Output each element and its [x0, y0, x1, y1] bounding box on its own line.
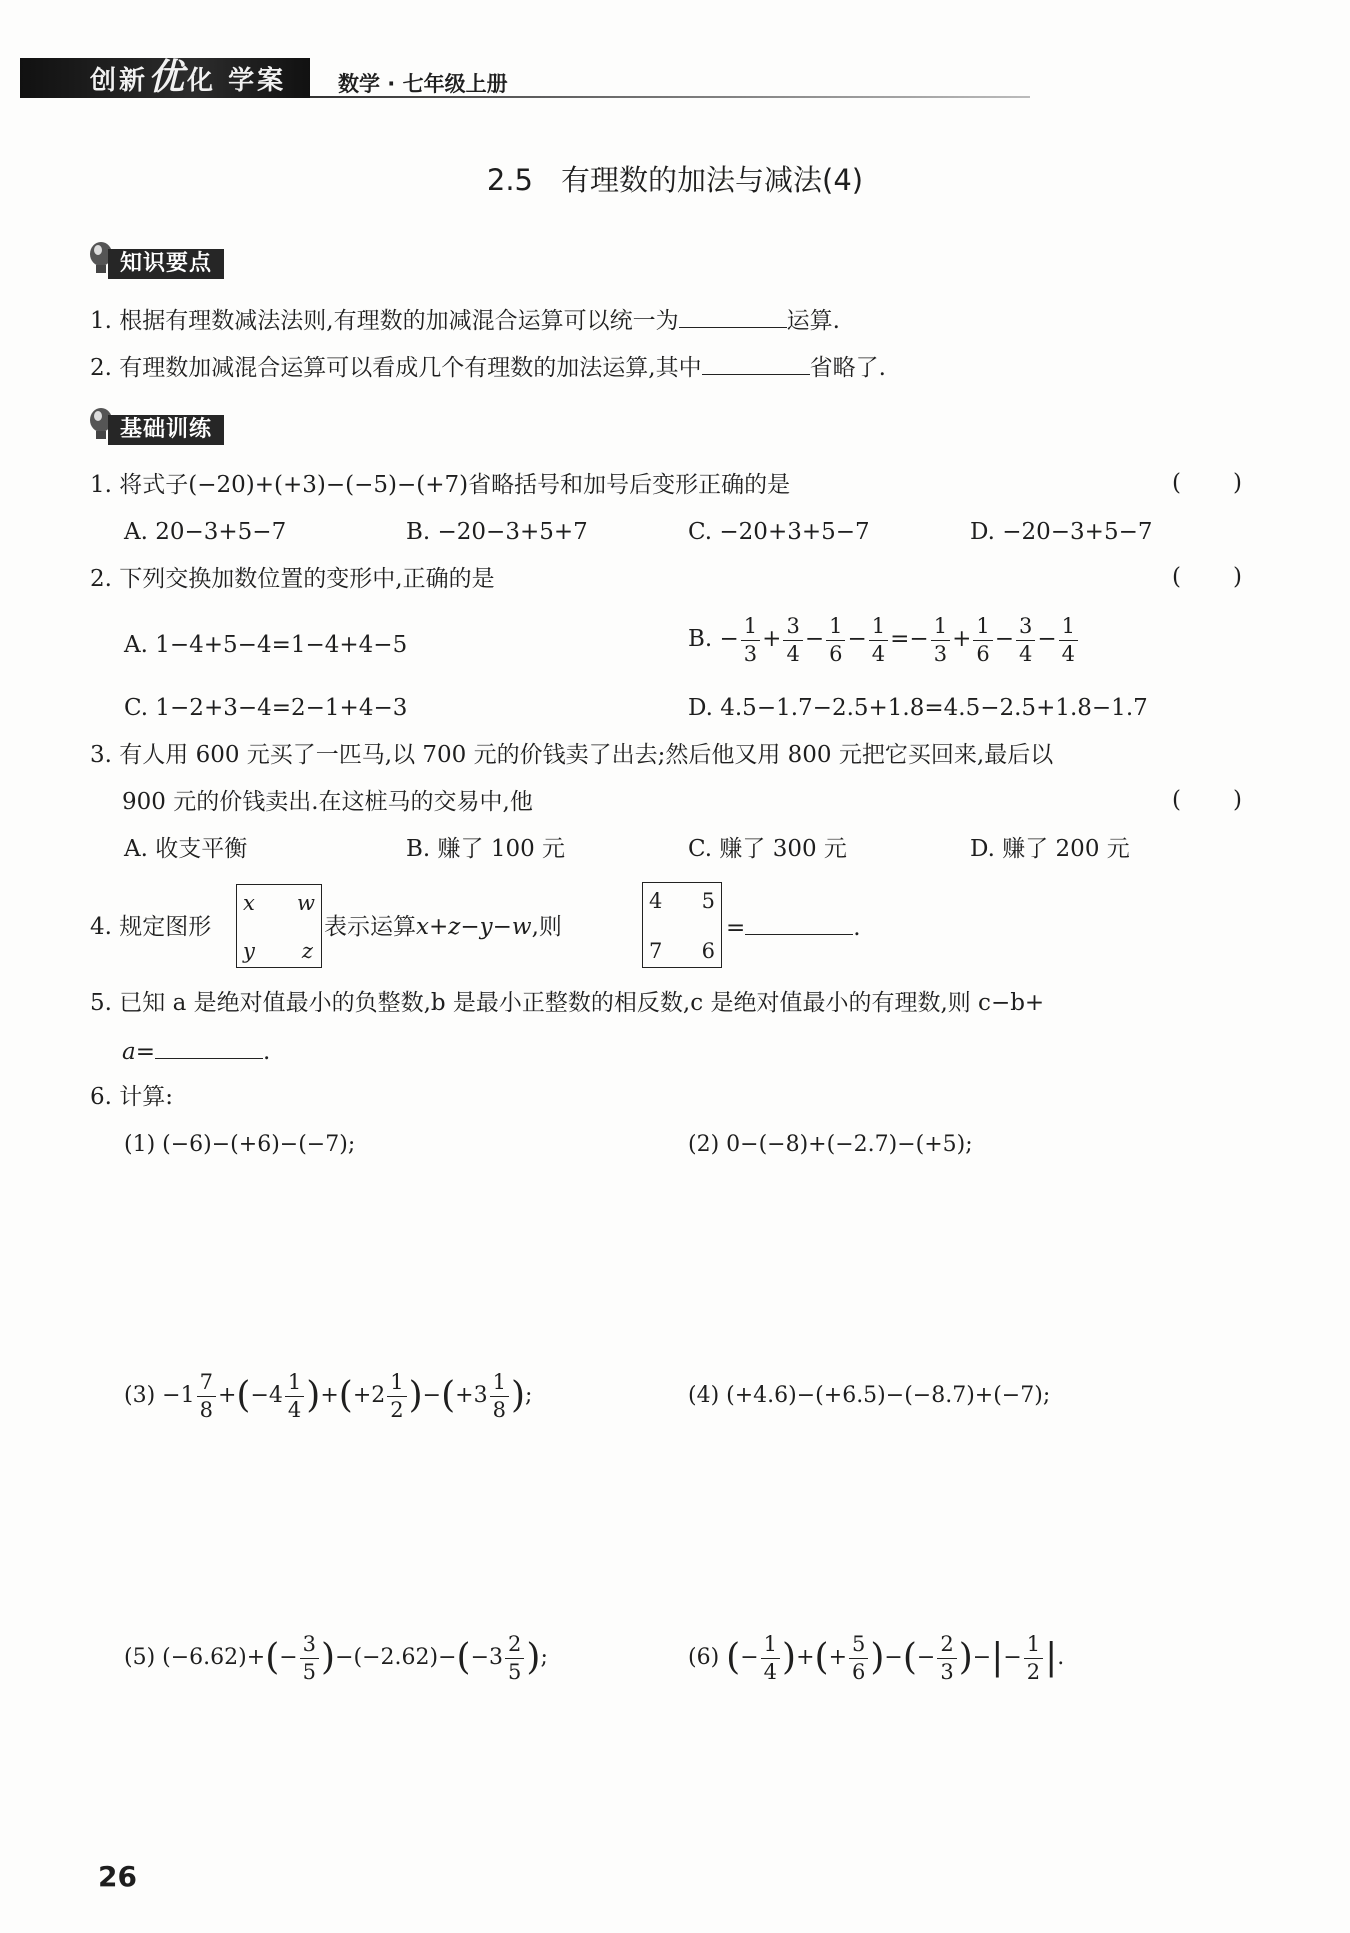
- q2-option-b[interactable]: B. − $\frac{1}{3}$ + $\frac{3}{4}$ − $\frac{1}{6}$ − $\frac{1}{4}$ =− $\frac{1}{3}$ + $\frac{1}{6}$ − $\frac{3}{4}$ − $\frac{1}{4}$: [688, 612, 1080, 666]
- q6-part-6: (6) (− $\frac{1}{4}$ )+(+ $\frac{5}{6}$ )−(− $\frac{2}{3}$ )−|− $\frac{1}{2}$ |.: [688, 1631, 1065, 1684]
- answer-blank[interactable]: [155, 1036, 263, 1059]
- q2-option-d[interactable]: D. 4.5−1.7−2.5+1.8=4.5−2.5+1.8−1.7: [688, 695, 1148, 721]
- question-5-line-1: 5. 已知 a 是绝对值最小的负整数,b 是最小正整数的相反数,c 是绝对值最小的有理数,则 c−b+: [90, 990, 1045, 1016]
- answer-parens[interactable]: ( ): [1172, 787, 1242, 813]
- worksheet-page: 创新优化 学案 数学 · 七年级上册 2.5 有理数的加法与减法(4) 知识要点 1. 根据有理数减法法则,有理数的加减混合运算可以统一为 运算. 2. 有理数加减混合运算可以看成几个有理数的加法运算,其中 省略了. 基础训练 1. 将式子(−20)+(+3)−(−5)−(+7)省略括号和加号后变形正确的是 ( ) A. 20−3+5−7 B. −20−3+5+7 C. −20+3+5−7 D. −20−3+5−7 2. 下列交换加数位置的变形中,正确的是 ( ) A. 1−4+5−4=1−4+4−5 B. − $\frac{1}{3}$ + $\frac{3}{4}$ − $\frac{1}{6}$ − $\frac{1}{4}$ =− $\frac{1}{3}$ + $\frac{1}{6}$ − $\frac{3}{4}$ − $\frac{1}{4}$ C. 1−2+3−4=2−1+4−3 D. 4.5−1.7−2.5+1.8=4.5−2.5+1.8−1.7 3. 有人用 600 元买了一匹马,以 700 元的价钱卖了出去;然后他又用 800 元把它买回来,最后以 900 元的价钱卖出.在这桩马的交易中,他 ( ) A. 收支平衡 B. 赚了 100 元 C. 赚了 300 元 D. 赚了 200 元 4. 规定图形 x w y z 表示运算x+z−y−w,则 4 5 7 6 = . 5. 已知 a 是绝对值最小的负整数,b 是最小正整数的相反数,c 是绝对值最小的有理数,则 c−b+ a= . 6. 计算: (1) (−6)−(+6)−(−7); (2) 0−(−8)+(−2.7)−(+5); (3) −1 $\frac{7}{8}$ +(−4 $\frac{1}{4}$ )+(+2 $\frac{1}{2}$ )−(+3 $\frac{1}{8}$ ); (4) (+4.6)−(+6.5)−(−8.7)+(−7); (5) (−6.62)+(− $\frac{3}{5}$ )−(−2.62)−(−3 $\frac{2}{5}$ ); (6) (− $\frac{1}{4}$ )+(+ $\frac{5}{6}$ )−(− $\frac{2}{3}$ )−|− $\frac{1}{2}$ |. 26: [0, 0, 1350, 1933]
- q3-option-d[interactable]: D. 赚了 200 元: [970, 836, 1130, 862]
- question-1-stem: 1. 将式子(−20)+(+3)−(−5)−(+7)省略括号和加号后变形正确的是: [90, 472, 791, 498]
- q1-option-a[interactable]: A. 20−3+5−7: [124, 519, 287, 545]
- q6-part-1: (1) (−6)−(+6)−(−7);: [124, 1132, 356, 1157]
- knowledge-item-2: 2. 有理数加减混合运算可以看成几个有理数的加法运算,其中 省略了.: [90, 352, 886, 383]
- header-rule: [310, 96, 1030, 98]
- answer-blank[interactable]: [702, 352, 810, 375]
- page-number: 26: [98, 1860, 137, 1893]
- question-4-pre: 4. 规定图形: [90, 914, 212, 940]
- q1-option-d[interactable]: D. −20−3+5−7: [970, 519, 1153, 545]
- answer-blank[interactable]: [679, 305, 787, 328]
- question-4-answer: = .: [726, 912, 861, 943]
- answer-blank[interactable]: [745, 912, 853, 935]
- q2-option-c[interactable]: C. 1−2+3−4=2−1+4−3: [124, 695, 408, 721]
- q3-option-a[interactable]: A. 收支平衡: [124, 836, 248, 862]
- q6-part-4: (4) (+4.6)−(+6.5)−(−8.7)+(−7);: [688, 1383, 1051, 1408]
- question-6-stem: 6. 计算:: [90, 1084, 174, 1110]
- q3-option-c[interactable]: C. 赚了 300 元: [688, 836, 847, 862]
- question-3-line-1: 3. 有人用 600 元买了一匹马,以 700 元的价钱卖了出去;然后他又用 800 元把它买回来,最后以: [90, 742, 1054, 768]
- knowledge-item-1: 1. 根据有理数减法法则,有理数的加减混合运算可以统一为 运算.: [90, 305, 840, 336]
- q6-part-3: (3) −1 $\frac{7}{8}$ +(−4 $\frac{1}{4}$ )+(+2 $\frac{1}{2}$ )−(+3 $\frac{1}{8}$ );: [124, 1369, 533, 1422]
- book-subtitle: 数学 · 七年级上册: [338, 72, 508, 96]
- question-2-stem: 2. 下列交换加数位置的变形中,正确的是: [90, 566, 495, 592]
- q2-option-a[interactable]: A. 1−4+5−4=1−4+4−5: [124, 632, 408, 658]
- q3-option-b[interactable]: B. 赚了 100 元: [406, 836, 566, 862]
- q1-option-b[interactable]: B. −20−3+5+7: [406, 519, 588, 545]
- operation-box-numeric: 4 5 7 6: [642, 882, 722, 968]
- q6-part-5: (5) (−6.62)+(− $\frac{3}{5}$ )−(−2.62)−(−3 $\frac{2}{5}$ );: [124, 1631, 548, 1684]
- operation-box-symbolic: x w y z: [236, 884, 322, 968]
- question-4-mid: 表示运算x+z−y−w,则: [324, 914, 562, 940]
- q6-part-2: (2) 0−(−8)+(−2.7)−(+5);: [688, 1132, 973, 1157]
- answer-parens[interactable]: ( ): [1172, 564, 1242, 590]
- page-title: 2.5 有理数的加法与减法(4): [486, 163, 864, 197]
- question-3-line-2: 900 元的价钱卖出.在这桩马的交易中,他: [122, 789, 533, 815]
- brand-logo: 创新优化 学案: [90, 57, 287, 98]
- answer-parens[interactable]: ( ): [1172, 470, 1242, 496]
- q1-option-c[interactable]: C. −20+3+5−7: [688, 519, 870, 545]
- question-5-line-2: a= .: [122, 1036, 270, 1067]
